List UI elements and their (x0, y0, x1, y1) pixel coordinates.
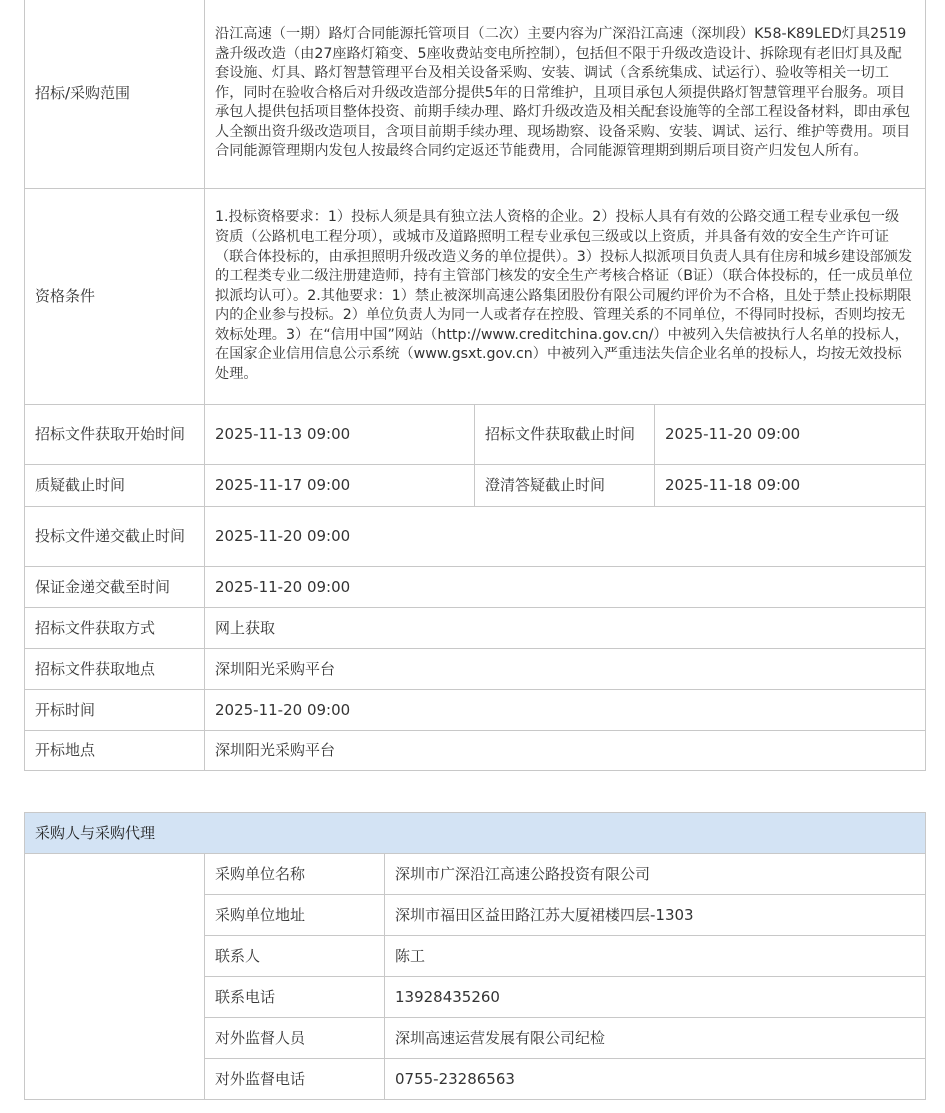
deposit-end-value: 2025-11-20 09:00 (205, 567, 926, 608)
contact-label: 联系人 (205, 936, 385, 977)
row-open-time (25, 690, 926, 731)
row-submit-end (25, 507, 926, 567)
supervisor-phone-label: 对外监督电话 (205, 1059, 385, 1100)
doc-end-value: 2025-11-20 09:00 (655, 405, 926, 465)
open-time-value: 2025-11-20 09:00 (205, 690, 926, 731)
purchaser-name-label: 采购单位名称 (205, 854, 385, 895)
section-title: 采购人与采购代理 (25, 813, 926, 854)
qualification-text: 1.投标资格要求：1）投标人须是具有独立法人资格的企业。2）投标人具有有效的公路交通工程专业承包一级资质（公路机电工程分项），或城市及道路照明工程专业承包三级或以上资质，并具备有效的安全生产许可证（联合体投标的，由承担照明升级改造义务的单位提供）。3）投标人拟派项目负责人具有住房和城乡建设部颁发的工程类专业二级注册建造师，持有主管部门核发的安全生产考核合格证（B证）（联合体投标的，任一成员单位拟派均认可）。2.其他要求：1）禁止被深圳高速公路集团股份有限公司履约评价为不合格，且处于禁止投标期限内的企业参与投标。2）单位负责人为同一人或者存在控股、管理关系的不同单位，不得同时投标，否则均按无效标处理。3）在“信用中国”网站（http://www.creditchina.gov.cn/）中被列入失信被执行人名单的投标人，在国家企业信用信息公示系统（www.gsxt.gov.cn）中被列入严重违法失信企业名单的投标人，均按无效投标处理。 (205, 189, 926, 405)
query-end-value: 2025-11-17 09:00 (205, 465, 475, 507)
doc-place-value: 深圳阳光采购平台 (205, 649, 926, 690)
submit-end-label: 投标文件递交截止时间 (25, 507, 205, 567)
supervisor-value: 深圳高速运营发展有限公司纪检 (385, 1018, 926, 1059)
bid-info-table (24, 0, 926, 771)
purchaser-section-header (25, 813, 926, 854)
qualification-label: 资格条件 (25, 189, 205, 405)
row-doc-place (25, 649, 926, 690)
supervisor-phone-value: 0755-23286563 (385, 1059, 926, 1100)
supervisor-label: 对外监督人员 (205, 1018, 385, 1059)
row-deposit-end (25, 567, 926, 608)
contact-value: 陈工 (385, 936, 926, 977)
row-open-place (25, 731, 926, 771)
row-scope (25, 0, 926, 189)
purchaser-address-label: 采购单位地址 (205, 895, 385, 936)
scope-label: 招标/采购范围 (25, 0, 205, 189)
purchaser-row (25, 854, 926, 895)
row-query-time (25, 465, 926, 507)
open-place-value: 深圳阳光采购平台 (205, 731, 926, 771)
purchaser-address-value: 深圳市福田区益田路江苏大厦裙楼四层-1303 (385, 895, 926, 936)
clarify-end-label: 澄清答疑截止时间 (475, 465, 655, 507)
purchaser-name-value: 深圳市广深沿江高速公路投资有限公司 (385, 854, 926, 895)
open-time-label: 开标时间 (25, 690, 205, 731)
scope-text: 沿江高速（一期）路灯合同能源托管项目（二次）主要内容为广深沿江高速（深圳段）K58-K89LED灯具2519盏升级改造（由27座路灯箱变、5座收费站变电所控制），包括但不限于升级改造设计、拆除现有老旧灯具及配套设施、灯具、路灯智慧管理平台及相关设备采购、安装、调试（含系统集成、试运行）、验收等相关一切工作，同时在验收合格后对升级改造部分提供5年的日常维护，且项目承包人须提供路灯智慧管理平台服务。项目承包人提供包括项目整体投资、前期手续办理、路灯升级改造及相关配套设施等的全部工程设备材料，即由承包人全额出资升级改造项目，含项目前期手续办理、现场勘察、设备采购、安装、调试、运行、维护等费用。项目合同能源管理期内发包人按最终合同约定返还节能费用，合同能源管理期到期后项目资产归发包人所有。 (205, 0, 926, 189)
purchaser-table (24, 812, 926, 1100)
row-doc-time (25, 405, 926, 465)
doc-start-label: 招标文件获取开始时间 (25, 405, 205, 465)
row-qualification (25, 189, 926, 405)
doc-end-label: 招标文件获取截止时间 (475, 405, 655, 465)
deposit-end-label: 保证金递交截至时间 (25, 567, 205, 608)
doc-method-label: 招标文件获取方式 (25, 608, 205, 649)
row-doc-method (25, 608, 926, 649)
clarify-end-value: 2025-11-18 09:00 (655, 465, 926, 507)
submit-end-value: 2025-11-20 09:00 (205, 507, 926, 567)
query-end-label: 质疑截止时间 (25, 465, 205, 507)
open-place-label: 开标地点 (25, 731, 205, 771)
doc-method-value: 网上获取 (205, 608, 926, 649)
doc-place-label: 招标文件获取地点 (25, 649, 205, 690)
phone-value: 13928435260 (385, 977, 926, 1018)
doc-start-value: 2025-11-13 09:00 (205, 405, 475, 465)
purchaser-blank-cell (25, 854, 205, 1100)
phone-label: 联系电话 (205, 977, 385, 1018)
